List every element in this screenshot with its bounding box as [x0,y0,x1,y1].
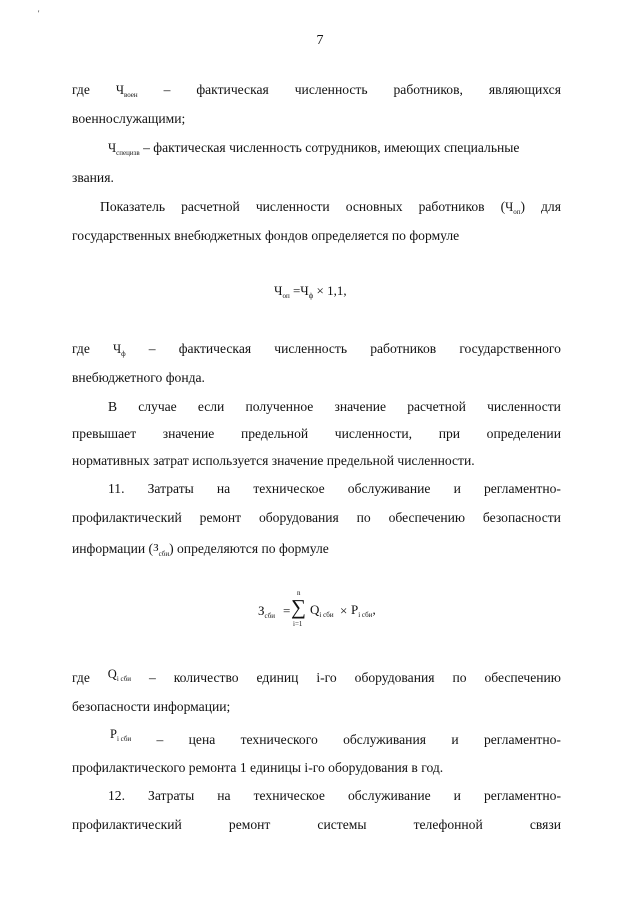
word: основных [345,199,403,214]
word: работников, [393,82,463,97]
word: по [356,510,371,525]
word: по [452,670,467,685]
word: единиц [256,670,299,685]
formula-ch-op [274,283,347,304]
word-gde: где [72,341,90,356]
word: регламентно- [483,732,561,747]
p7-line2: безопасности информации; [72,699,231,714]
word: являющихся [488,82,561,97]
p5-line1 [108,399,561,415]
symbol-z-sbi: ($З_{сби}$ [148,541,170,558]
word: регламентно- [483,481,561,496]
p6-tail: ) определяются по формуле [169,541,329,556]
p9-line1 [108,788,561,804]
word: фактическая [178,341,252,356]
p6-line3 [72,540,561,562]
formula-lhs: $Ч_{оп}$ [274,283,290,300]
p6-line1 [108,481,561,497]
p1-line1 [72,82,561,103]
p1-line2: военнослужащими; [72,111,186,126]
symbol-ch-op: $(Ч_{оп})$ [500,199,526,216]
page-number: 7 [316,33,324,48]
word: техническое [253,481,325,496]
p4-line1 [72,341,561,362]
p9-line2 [72,817,561,833]
word: телефонной [413,817,483,832]
word: на [216,481,231,496]
p6-line2 [72,510,561,526]
word: обеспечению [484,670,561,685]
word: государственного [459,341,561,356]
dash: – [148,341,156,356]
symbol-ch-f: $Ч_ф$ [112,342,126,358]
formula-q: $Q_{i сби}$ [310,602,334,619]
word: профилактический [72,510,182,525]
word: для [541,199,561,214]
word: предельной [240,426,309,441]
formula-p: $P_{i сби}$, [351,602,376,619]
word: Затраты [148,788,195,803]
word: оборудования [258,510,339,525]
formula-rhs: $Ч_ф$ [300,283,314,300]
word: обслуживание [347,788,431,803]
sum-lower-limit: i=1 [293,620,303,628]
word: информации [72,541,146,556]
symbol-ch-speczv: $Ч_{специзв}$ [108,141,140,157]
word: безопасности [482,510,561,525]
p3-line2: государственных внебюджетных фондов определяется по формуле [72,228,460,243]
word: технического [240,732,318,747]
word: случае [138,399,177,414]
word: связи [529,817,561,832]
word: 12. [108,788,125,803]
word: численности, [334,426,413,441]
p7-line1 [72,667,561,691]
word: численность [274,341,348,356]
symbol-ch-voen: $Ч_{воен}$ [115,83,138,99]
dash: – [148,670,156,685]
word: Затраты [147,481,194,496]
p8-line2: профилактического ремонта 1 единицы i-го оборудования в год. [72,760,444,775]
word: обслуживание [347,481,431,496]
word: полученное [245,399,314,414]
word: значение [334,399,387,414]
word: 11. [108,481,125,496]
word: системы [317,817,367,832]
dash: – [163,82,171,97]
symbol-q-sbi: $Q_{i сби}$ [107,667,132,683]
p3-line1 [100,199,561,220]
p8-line1 [110,727,561,753]
p4-line2: внебюджетного фонда. [72,370,205,385]
word: и [453,481,461,496]
word: расчетной [407,399,466,414]
word: ремонт [199,510,242,525]
word: и [453,788,461,803]
word: количество [173,670,239,685]
word: численности [487,399,561,414]
corner-mark: ' [38,9,40,18]
formula-eq: = [292,283,301,298]
formula-times: × [340,603,348,618]
p2-line1 [108,140,561,161]
word: работников [370,341,437,356]
word: i-го [316,670,337,685]
word-gde: где [72,82,90,97]
sum-upper-limit: n [297,589,301,597]
word: численность [294,82,368,97]
p2-line2: звания. [72,170,114,185]
sum-sign: ∑ [291,595,306,619]
dash: – [156,732,164,747]
word: и [451,732,459,747]
word: обеспечению [388,510,466,525]
word: ремонт [228,817,271,832]
symbol-p-sbi: $P_{i сби}$ [110,727,132,743]
p5-line3: нормативных затрат используется значение предельной численности. [72,453,475,468]
word: расчетной [181,199,240,214]
formula-eq: = [283,603,291,618]
word: определении [486,426,561,441]
word: обслуживания [343,732,426,747]
word: В [108,399,118,414]
word: регламентно- [484,788,561,803]
word: профилактический [72,817,182,832]
word: численности [255,199,330,214]
word: техническое [253,788,325,803]
p5-line2 [72,426,561,442]
word: на [217,788,231,803]
word: фактическая [196,82,269,97]
word: оборудования [354,670,435,685]
word-gde: где [72,670,90,685]
word: Показатель [100,199,166,214]
word: цена [188,732,216,747]
word: при [438,426,461,441]
p2-text: – фактическая численность сотрудников, имеющих специальные [143,140,520,155]
formula-lhs: $З_{сби}$ [258,603,276,620]
word: значение [162,426,215,441]
word: работников [418,199,485,214]
formula-tail: × 1,1, [316,283,347,298]
word: если [197,399,225,414]
word: превышает [72,426,137,441]
